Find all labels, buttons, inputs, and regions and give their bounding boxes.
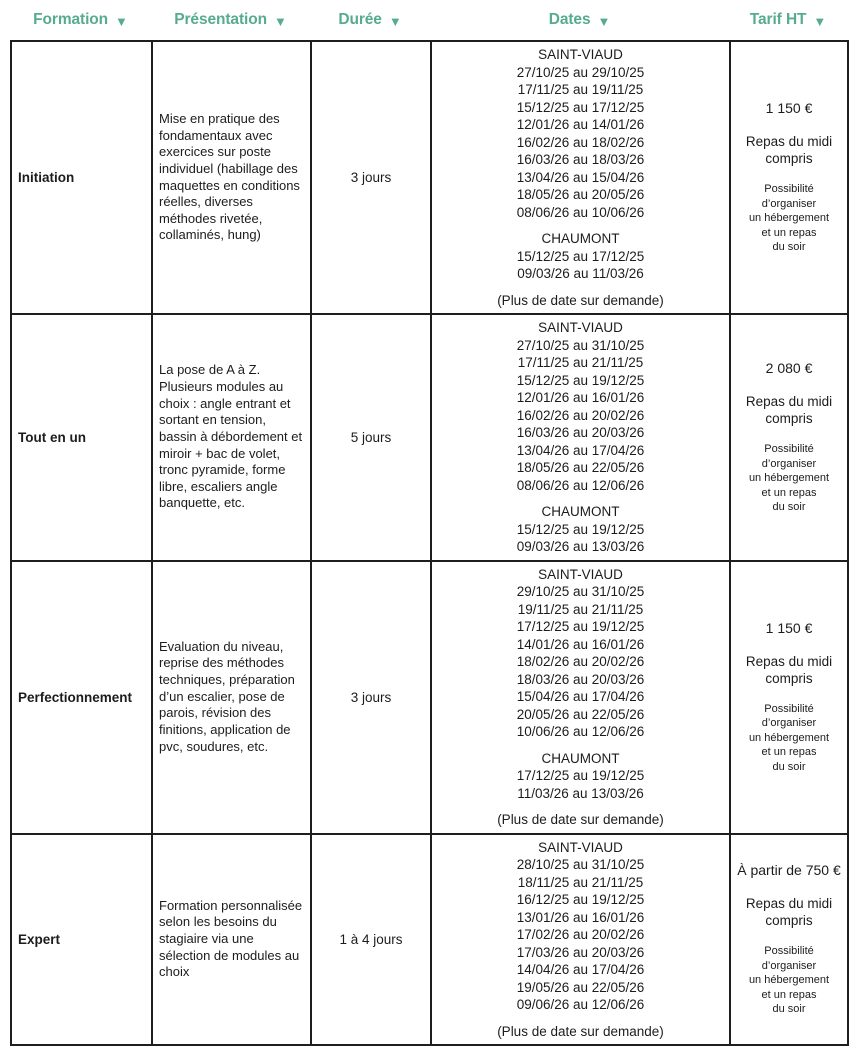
dates-cell bbox=[431, 314, 730, 561]
tarif-meal: Repas du midi compris bbox=[745, 394, 833, 426]
duree-cell: 3 jours bbox=[311, 561, 431, 834]
list-line: un hébergement bbox=[748, 974, 830, 986]
tarif-price: 1 150 € bbox=[765, 100, 813, 117]
list-line: 11/03/26 au 13/03/26 bbox=[517, 785, 644, 801]
formation-cell: Initiation bbox=[11, 41, 152, 314]
list-line: Possibilité bbox=[764, 702, 814, 715]
list-line: 14/01/26 au 16/01/26 bbox=[516, 636, 645, 652]
sort-down-icon[interactable]: ▼ bbox=[597, 13, 611, 29]
dates-group-chaumont bbox=[438, 503, 723, 556]
list-line: du soir bbox=[772, 501, 806, 513]
table-row-tout-en-un bbox=[11, 314, 848, 561]
list-line: 17/12/25 au 19/12/25 bbox=[516, 619, 645, 634]
list-line: 28/10/25 au 31/10/25 bbox=[516, 857, 645, 872]
dates-group-saint-viaud bbox=[438, 839, 723, 1014]
duree-cell: 3 jours bbox=[311, 41, 431, 314]
list-line: du soir bbox=[772, 241, 806, 254]
list-line: 18/11/25 au 21/11/25 bbox=[517, 874, 644, 890]
sort-down-icon[interactable]: ▼ bbox=[115, 13, 128, 29]
list-line: 12/01/26 au 16/01/26 bbox=[516, 390, 645, 405]
list-line: d’organiser bbox=[761, 959, 817, 972]
list-line: 19/11/25 au 21/11/25 bbox=[517, 601, 644, 617]
list-line: 17/12/25 au 19/12/25 bbox=[516, 768, 645, 783]
list-line: Possibilité bbox=[764, 945, 814, 957]
dates-note: (Plus de date sur demande) bbox=[497, 292, 664, 308]
date-range-list bbox=[438, 337, 723, 495]
dates-group-saint-viaud bbox=[438, 46, 723, 221]
list-line: d’organiser bbox=[761, 197, 817, 210]
list-line: 27/10/25 au 31/10/25 bbox=[516, 337, 645, 353]
city-label: CHAUMONT bbox=[541, 231, 620, 246]
column-header-duree[interactable] bbox=[310, 11, 430, 29]
list-line: 20/05/26 au 22/05/26 bbox=[516, 706, 645, 722]
column-header-label: Tarif HT bbox=[749, 11, 807, 28]
table-header bbox=[10, 0, 847, 40]
list-line: 16/03/26 au 18/03/26 bbox=[516, 152, 645, 167]
list-line: 13/01/26 au 16/01/26 bbox=[516, 909, 645, 925]
list-line: 08/06/26 au 10/06/26 bbox=[516, 204, 645, 220]
list-line: 15/12/25 au 19/12/25 bbox=[516, 521, 645, 537]
list-line: Possibilité bbox=[764, 183, 814, 196]
formation-cell: Expert bbox=[11, 834, 152, 1046]
formation-cell: Tout en un bbox=[11, 314, 152, 561]
tarif-price: 1 150 € bbox=[765, 619, 813, 636]
list-line: 16/02/26 au 18/02/26 bbox=[516, 134, 645, 150]
tarif-note bbox=[737, 182, 841, 255]
list-line: et un repas bbox=[761, 988, 817, 1001]
list-line: et un repas bbox=[761, 226, 817, 239]
dates-group-chaumont bbox=[438, 230, 723, 283]
list-line: 17/11/25 au 21/11/25 bbox=[517, 355, 644, 370]
city-label: CHAUMONT bbox=[541, 504, 620, 519]
list-line: du soir bbox=[772, 1003, 806, 1015]
list-line: 15/04/26 au 17/04/26 bbox=[516, 689, 645, 704]
list-line: 19/05/26 au 22/05/26 bbox=[516, 979, 645, 995]
presentation-cell: Evaluation du niveau, reprise des méthodes techniques, préparation d’un escalier, pose de parois, révision des finitions, application de pvc, soudures, etc. bbox=[152, 561, 311, 834]
tarif-meal: Repas du midi compris bbox=[745, 896, 833, 928]
list-line: 12/01/26 au 14/01/26 bbox=[516, 117, 645, 132]
tarif-price: À partir de 750 € bbox=[737, 862, 841, 878]
duree-cell: 5 jours bbox=[311, 314, 431, 561]
dates-note: (Plus de date sur demande) bbox=[497, 812, 664, 827]
tarif-note bbox=[737, 702, 841, 775]
table-row-perfectionnement bbox=[11, 561, 848, 834]
date-range-list bbox=[438, 521, 723, 556]
dates-group-saint-viaud bbox=[438, 566, 723, 741]
duree-cell: 1 à 4 jours bbox=[311, 834, 431, 1046]
list-line: d’organiser bbox=[761, 457, 817, 470]
list-line: 15/12/25 au 17/12/25 bbox=[516, 99, 645, 115]
list-line: 09/06/26 au 12/06/26 bbox=[516, 997, 645, 1012]
sort-down-icon[interactable]: ▼ bbox=[273, 13, 287, 29]
sort-down-icon[interactable]: ▼ bbox=[813, 13, 827, 29]
list-line: 15/12/25 au 19/12/25 bbox=[516, 372, 645, 388]
tarif-meal: Repas du midi compris bbox=[745, 134, 833, 167]
date-range-list bbox=[438, 856, 723, 1014]
table-row-initiation bbox=[11, 41, 848, 314]
list-line: 10/06/26 au 12/06/26 bbox=[516, 724, 645, 739]
list-line: 09/03/26 au 13/03/26 bbox=[516, 539, 645, 554]
list-line: et un repas bbox=[761, 746, 817, 759]
list-line: 18/02/26 au 20/02/26 bbox=[516, 654, 645, 669]
column-header-label: Dates bbox=[548, 11, 591, 28]
column-header-label: Présentation bbox=[174, 11, 267, 28]
list-line: 16/12/25 au 19/12/25 bbox=[516, 892, 645, 907]
tarif-cell bbox=[730, 41, 848, 314]
dates-cell bbox=[431, 561, 730, 834]
date-range-list bbox=[438, 64, 723, 222]
tarif-cell bbox=[730, 314, 848, 561]
city-label: SAINT-VIAUD bbox=[538, 47, 623, 62]
list-line: 18/05/26 au 20/05/26 bbox=[516, 187, 645, 202]
list-line: un hébergement bbox=[748, 212, 830, 225]
table-row-expert bbox=[11, 834, 848, 1046]
column-header-label: Formation bbox=[33, 11, 109, 28]
list-line: du soir bbox=[772, 760, 806, 773]
tarif-cell bbox=[730, 561, 848, 834]
formation-cell: Perfectionnement bbox=[11, 561, 152, 834]
list-line: 09/03/26 au 11/03/26 bbox=[517, 266, 644, 281]
city-label: SAINT-VIAUD bbox=[538, 839, 623, 855]
list-line: et un repas bbox=[761, 486, 817, 499]
date-range-list bbox=[438, 767, 723, 802]
dates-group-chaumont bbox=[438, 750, 723, 803]
list-line: 13/04/26 au 15/04/26 bbox=[516, 169, 645, 185]
column-header-presentation[interactable] bbox=[151, 11, 310, 29]
date-range-list bbox=[438, 583, 723, 741]
list-line: un hébergement bbox=[748, 731, 830, 744]
column-header-dates[interactable] bbox=[430, 11, 729, 29]
list-line: 08/06/26 au 12/06/26 bbox=[516, 477, 645, 493]
date-range-list bbox=[438, 248, 723, 283]
dates-note: (Plus de date sur demande) bbox=[497, 1023, 664, 1039]
list-line: 18/03/26 au 20/03/26 bbox=[516, 671, 645, 687]
dates-cell bbox=[431, 41, 730, 314]
list-line: Possibilité bbox=[764, 443, 814, 455]
list-line: 17/11/25 au 19/11/25 bbox=[517, 82, 644, 97]
dates-group-saint-viaud bbox=[438, 319, 723, 494]
tarif-meal: Repas du midi compris bbox=[745, 653, 833, 686]
list-line: 27/10/25 au 29/10/25 bbox=[516, 64, 645, 80]
list-line: 13/04/26 au 17/04/26 bbox=[516, 442, 645, 458]
list-line: 16/02/26 au 20/02/26 bbox=[516, 407, 645, 423]
city-label: CHAUMONT bbox=[541, 750, 620, 766]
city-label: SAINT-VIAUD bbox=[538, 320, 623, 335]
column-header-formation[interactable] bbox=[10, 11, 151, 29]
tarif-note bbox=[737, 944, 841, 1017]
list-line: 15/12/25 au 17/12/25 bbox=[516, 248, 645, 264]
presentation-cell: Mise en pratique des fondamentaux avec exercices sur poste individuel (habillage des maquettes en conditions réelles, diverses méthodes rivetée, collaminés, hung) bbox=[152, 41, 311, 314]
list-line: 17/03/26 au 20/03/26 bbox=[516, 944, 645, 960]
tarif-cell bbox=[730, 834, 848, 1046]
list-line: d’organiser bbox=[761, 717, 817, 730]
tarif-note bbox=[737, 442, 841, 515]
list-line: 16/03/26 au 20/03/26 bbox=[516, 425, 645, 440]
tarif-price: 2 080 € bbox=[765, 360, 813, 376]
list-line: un hébergement bbox=[748, 472, 830, 484]
list-line: 29/10/25 au 31/10/25 bbox=[516, 584, 645, 599]
sort-down-icon[interactable]: ▼ bbox=[388, 13, 402, 29]
column-header-label: Durée bbox=[338, 11, 382, 28]
presentation-cell: La pose de A à Z. Plusieurs modules au choix : angle entrant et sortant en tension, bassin à débordement et miroir + bac de volet, tronc pyramide, forme libre, escaliers angle banquette, etc. bbox=[152, 314, 311, 561]
column-header-tarif[interactable] bbox=[729, 11, 847, 29]
training-table bbox=[10, 40, 849, 1046]
presentation-cell: Formation personnalisée selon les besoins du stagiaire via une sélection de modules au choix bbox=[152, 834, 311, 1046]
list-line: 18/05/26 au 22/05/26 bbox=[516, 460, 645, 475]
list-line: 14/04/26 au 17/04/26 bbox=[516, 962, 645, 977]
dates-cell bbox=[431, 834, 730, 1046]
city-label: SAINT-VIAUD bbox=[538, 566, 623, 582]
list-line: 17/02/26 au 20/02/26 bbox=[516, 927, 645, 942]
